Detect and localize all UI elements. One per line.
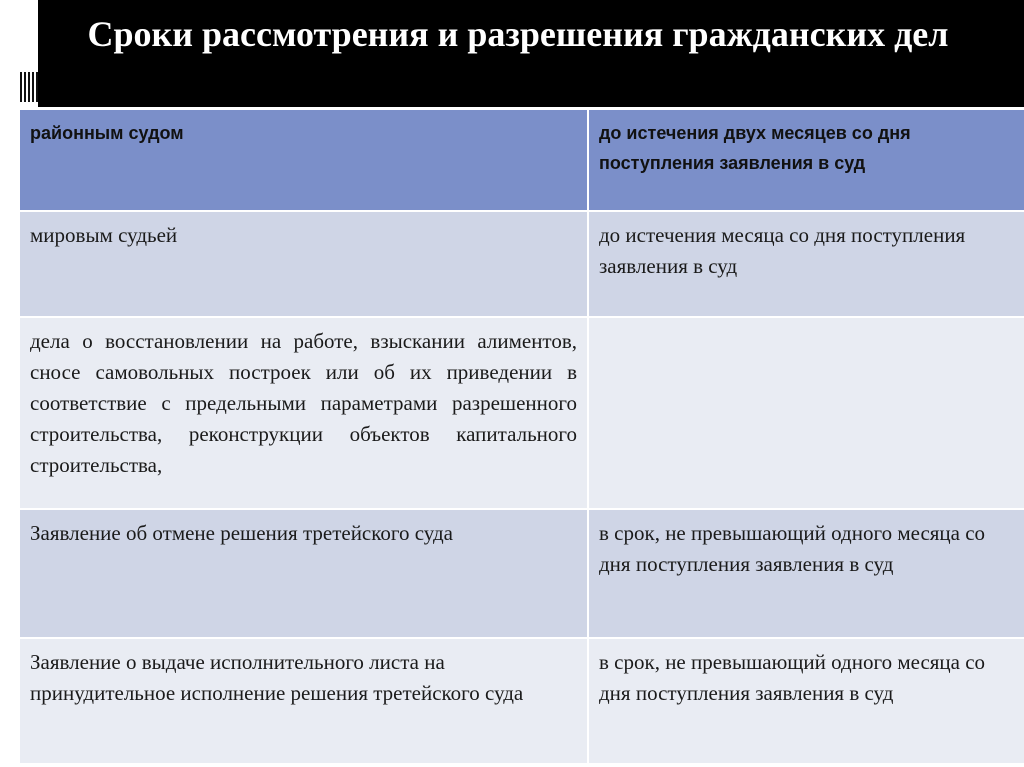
table-cell: мировым судьей xyxy=(19,211,588,317)
table-header-row xyxy=(19,109,1024,211)
table-row xyxy=(19,638,1024,764)
table-cell: Заявление об отмене решения третейского суда xyxy=(19,509,588,638)
left-margin xyxy=(0,0,18,767)
slide-title: Сроки рассмотрения и разрешения гражданских дел xyxy=(87,14,949,54)
table-cell: дела о восстановлении на работе, взыскании алиментов, сносе самовольных построек или об их приведении в соответствие с предельными параметрами разрешенного строительства, реконструкции объектов капитального строительства, xyxy=(19,317,588,509)
table-cell: Заявление о выдаче исполнительного листа на принудительное исполнение решения третейского суда xyxy=(19,638,588,764)
table-row xyxy=(19,509,1024,638)
table-cell: в срок, не превышающий одного месяца со дня поступления заявления в суд xyxy=(588,638,1024,764)
table-row xyxy=(19,317,1024,509)
table-row xyxy=(19,211,1024,317)
barcode-decoration xyxy=(20,72,38,102)
terms-table xyxy=(18,108,1024,765)
table-cell: до истечения месяца со дня поступления заявления в суд xyxy=(588,211,1024,317)
table-cell: до истечения двух месяцев со дня поступления заявления в суд xyxy=(588,109,1024,211)
table-cell xyxy=(588,317,1024,509)
table-cell: районным судом xyxy=(19,109,588,211)
table-cell: в срок, не превышающий одного месяца со дня поступления заявления в суд xyxy=(588,509,1024,638)
